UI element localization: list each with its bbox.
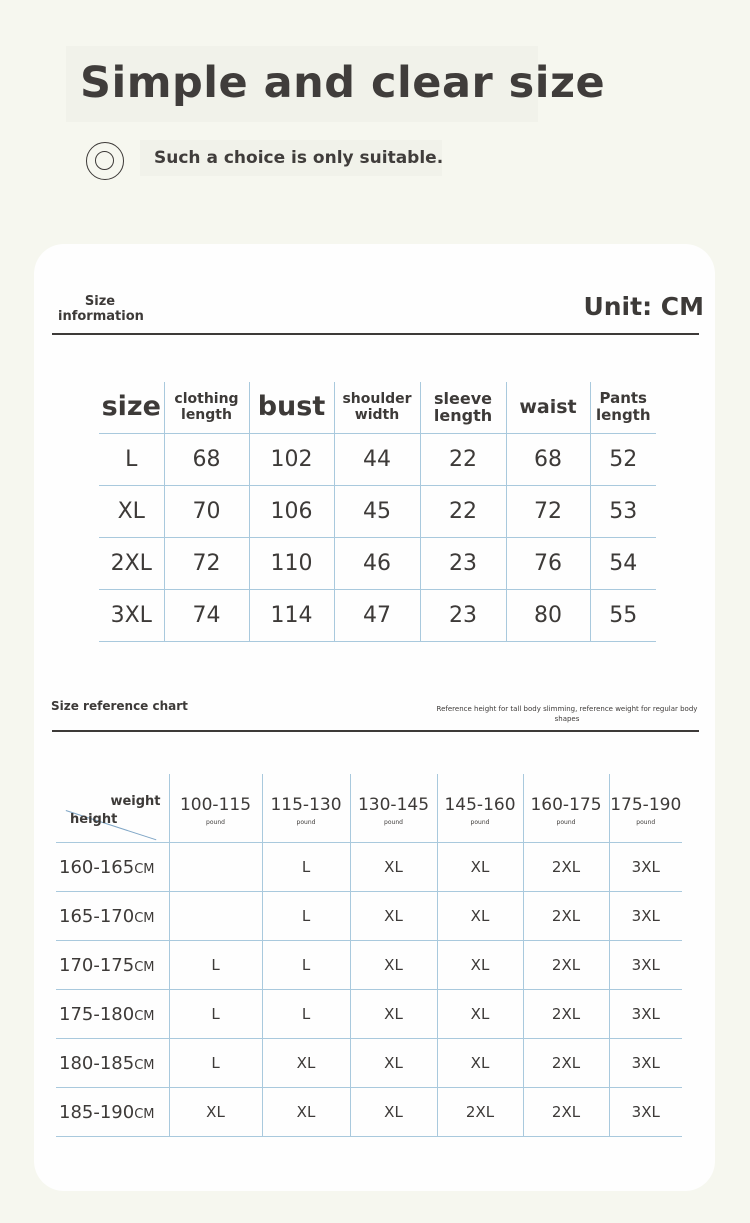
- measure-cell: 46: [334, 537, 420, 589]
- table-row: [99, 485, 656, 537]
- recommended-size-cell: L: [169, 941, 262, 990]
- table-row: [56, 1088, 682, 1137]
- weight-header: 145-160 pound: [437, 774, 523, 843]
- height-cell: [56, 941, 169, 990]
- table-row: [56, 892, 682, 941]
- table-row: [56, 941, 682, 990]
- weight-header: 175-190 pound: [609, 774, 682, 843]
- weight-header: 160-175 pound: [523, 774, 609, 843]
- height-unit: CM: [134, 1008, 155, 1024]
- height-range: 175-180: [59, 1003, 135, 1025]
- height-unit: CM: [134, 910, 155, 926]
- height-cell: [56, 843, 169, 892]
- height-cell: [56, 892, 169, 941]
- measure-cell: 80: [506, 589, 590, 641]
- size-table: [99, 382, 656, 642]
- measure-cell: 106: [249, 485, 334, 537]
- measure-cell: 22: [420, 485, 506, 537]
- measure-cell: 53: [590, 485, 656, 537]
- recommended-size-cell: 2XL: [523, 1088, 609, 1137]
- inner-circle: [95, 151, 114, 170]
- recommended-size-cell: XL: [262, 1088, 350, 1137]
- recommended-size-cell: 2XL: [523, 941, 609, 990]
- size-cell: XL: [99, 485, 164, 537]
- height-unit: CM: [134, 959, 155, 975]
- col-header-bust: bust: [249, 382, 334, 433]
- size-info-rule: [52, 333, 699, 335]
- measure-cell: 68: [164, 433, 249, 485]
- height-cell: [56, 990, 169, 1039]
- height-unit: CM: [134, 1106, 155, 1122]
- size-reference-note: Reference height for tall body slimming, reference weight for regular body shapes: [436, 705, 698, 723]
- recommended-size-cell: 2XL: [523, 843, 609, 892]
- recommended-size-cell: XL: [437, 1039, 523, 1088]
- col-header-shoulder-width: shoulder width: [334, 382, 420, 433]
- height-cell: [56, 1039, 169, 1088]
- page-subtitle: Such a choice is only suitable.: [154, 148, 444, 168]
- recommended-size-cell: [169, 892, 262, 941]
- measure-cell: 52: [590, 433, 656, 485]
- size-reference-label: Size reference chart: [51, 699, 188, 713]
- reference-table: [56, 774, 682, 1137]
- measure-cell: 76: [506, 537, 590, 589]
- measure-cell: 23: [420, 589, 506, 641]
- measure-cell: 22: [420, 433, 506, 485]
- table-row: [56, 843, 682, 892]
- reference-table-header: [56, 774, 682, 843]
- size-cell: 2XL: [99, 537, 164, 589]
- size-cell: L: [99, 433, 164, 485]
- measure-cell: 44: [334, 433, 420, 485]
- recommended-size-cell: 3XL: [609, 892, 682, 941]
- recommended-size-cell: 2XL: [523, 1039, 609, 1088]
- measure-cell: 102: [249, 433, 334, 485]
- weight-header: 100-115 pound: [169, 774, 262, 843]
- double-circle-icon: [86, 142, 124, 180]
- measure-cell: 110: [249, 537, 334, 589]
- col-header-pants-length: Pants length: [590, 382, 656, 433]
- measure-cell: 47: [334, 589, 420, 641]
- recommended-size-cell: XL: [350, 843, 437, 892]
- recommended-size-cell: L: [169, 990, 262, 1039]
- corner-weight-label: weight: [110, 794, 161, 809]
- recommended-size-cell: L: [262, 941, 350, 990]
- measure-cell: 54: [590, 537, 656, 589]
- recommended-size-cell: 3XL: [609, 1088, 682, 1137]
- recommended-size-cell: XL: [437, 892, 523, 941]
- recommended-size-cell: XL: [262, 1039, 350, 1088]
- recommended-size-cell: [169, 843, 262, 892]
- recommended-size-cell: 3XL: [609, 843, 682, 892]
- recommended-size-cell: L: [262, 892, 350, 941]
- recommended-size-cell: 2XL: [523, 892, 609, 941]
- table-row: [99, 433, 656, 485]
- col-header-size: size: [101, 391, 161, 423]
- col-header-clothing-length: clothing length: [164, 382, 249, 433]
- height-range: 160-165: [59, 856, 135, 878]
- height-cell: [56, 1088, 169, 1137]
- measure-cell: 114: [249, 589, 334, 641]
- recommended-size-cell: 3XL: [609, 1039, 682, 1088]
- height-range: 180-185: [59, 1052, 135, 1074]
- measure-cell: 72: [506, 485, 590, 537]
- recommended-size-cell: XL: [437, 941, 523, 990]
- measure-cell: 68: [506, 433, 590, 485]
- recommended-size-cell: XL: [437, 990, 523, 1039]
- weight-header: 130-145 pound: [350, 774, 437, 843]
- measure-cell: 74: [164, 589, 249, 641]
- size-table-header: [99, 382, 656, 433]
- corner-height-label: height: [70, 812, 118, 827]
- size-reference-rule: [52, 730, 699, 732]
- measure-cell: 23: [420, 537, 506, 589]
- recommended-size-cell: 3XL: [609, 990, 682, 1039]
- height-unit: CM: [134, 861, 155, 877]
- col-header-sleeve-length: sleeve length: [420, 382, 506, 433]
- recommended-size-cell: L: [262, 990, 350, 1039]
- recommended-size-cell: XL: [350, 941, 437, 990]
- recommended-size-cell: 2XL: [523, 990, 609, 1039]
- recommended-size-cell: 2XL: [437, 1088, 523, 1137]
- measure-cell: 72: [164, 537, 249, 589]
- size-cell: 3XL: [99, 589, 164, 641]
- table-row: [99, 589, 656, 641]
- recommended-size-cell: L: [262, 843, 350, 892]
- height-range: 165-170: [59, 905, 135, 927]
- table-row: [56, 1039, 682, 1088]
- recommended-size-cell: XL: [169, 1088, 262, 1137]
- height-range: 185-190: [59, 1101, 135, 1123]
- weight-header: 115-130 pound: [262, 774, 350, 843]
- corner-cell: [56, 774, 169, 843]
- recommended-size-cell: 3XL: [609, 941, 682, 990]
- recommended-size-cell: XL: [350, 892, 437, 941]
- recommended-size-cell: XL: [437, 843, 523, 892]
- measure-cell: 70: [164, 485, 249, 537]
- height-unit: CM: [134, 1057, 155, 1073]
- measure-cell: 55: [590, 589, 656, 641]
- size-info-label: Size information: [58, 294, 144, 324]
- height-range: 170-175: [59, 954, 135, 976]
- measure-cell: 45: [334, 485, 420, 537]
- recommended-size-cell: XL: [350, 1088, 437, 1137]
- page-title: Simple and clear size: [80, 58, 606, 108]
- recommended-size-cell: XL: [350, 990, 437, 1039]
- col-header-waist: waist: [506, 382, 590, 433]
- unit-label: Unit: CM: [583, 292, 704, 321]
- table-row: [99, 537, 656, 589]
- recommended-size-cell: XL: [350, 1039, 437, 1088]
- table-row: [56, 990, 682, 1039]
- recommended-size-cell: L: [169, 1039, 262, 1088]
